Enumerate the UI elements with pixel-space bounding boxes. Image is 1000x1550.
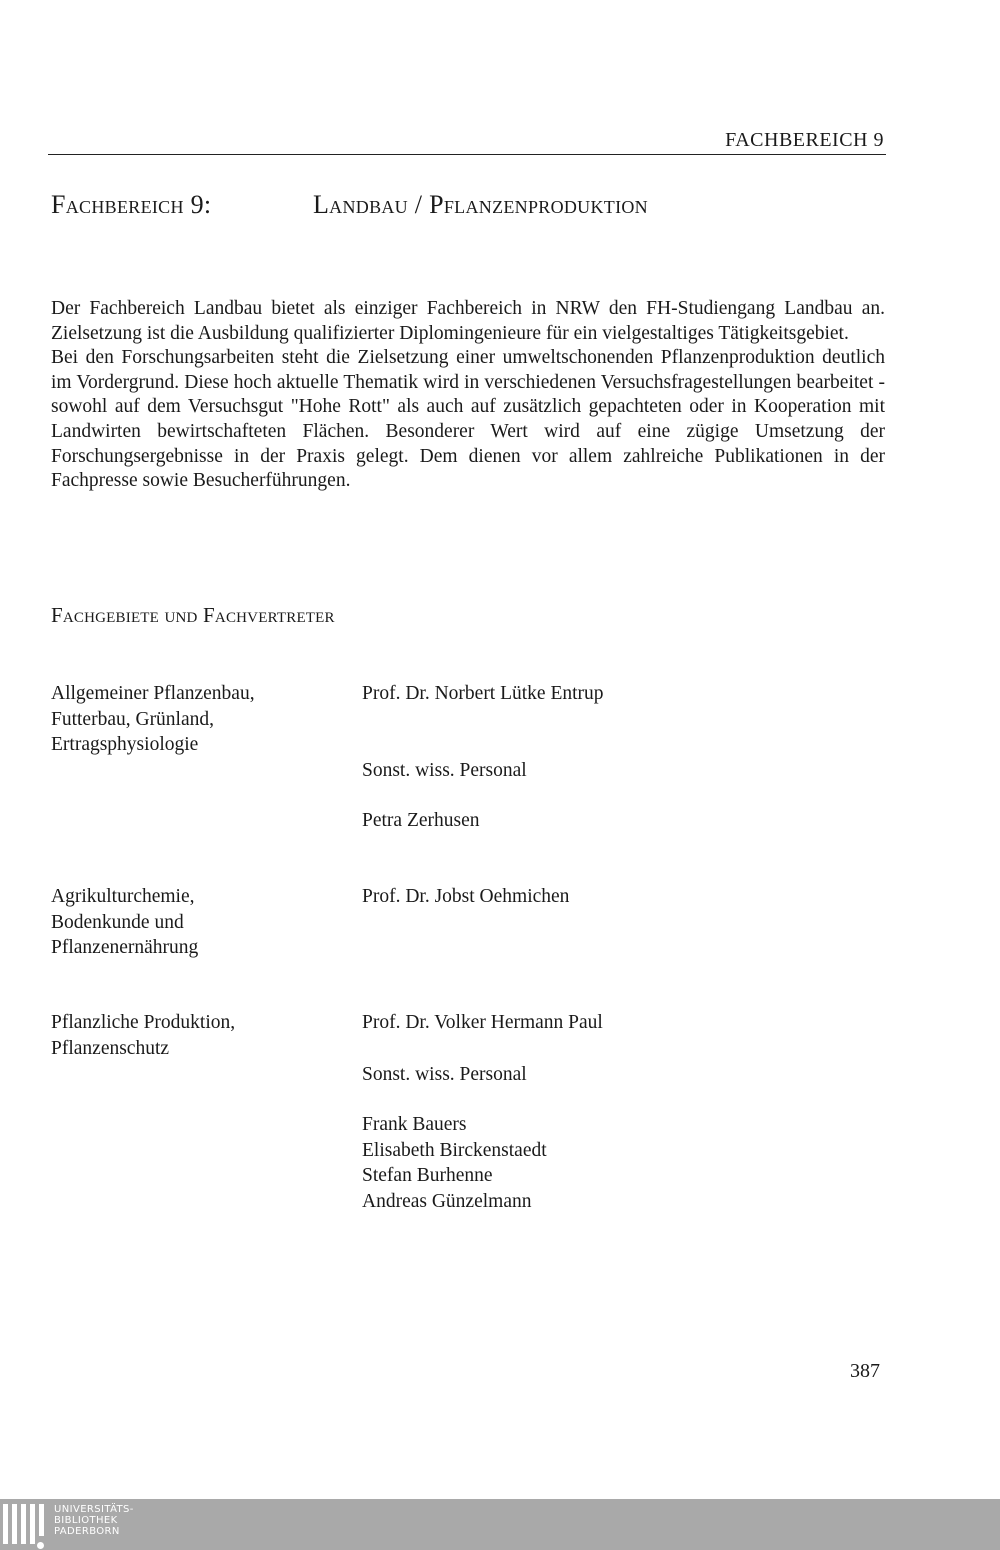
staff-name: Andreas Günzelmann [362, 1190, 532, 1212]
staff-column [362, 681, 882, 834]
staff-name: Elisabeth Birckenstaedt [362, 1139, 547, 1161]
field-of-study [51, 884, 351, 961]
professor-name: Prof. Dr. Norbert Lütke Entrup [362, 683, 604, 704]
field-line: Bodenkunde und [51, 911, 184, 933]
intro-paragraph-1: Der Fachbereich Landbau bietet als einziger Fachbereich in NRW den FH-Studiengang Landbau an. Zielsetzung ist die Ausbildung qualifizierter Diplomingenieure für ein vielgestaltiges Tätigkeitsgebiet. [51, 298, 885, 344]
intro-text [51, 297, 885, 494]
running-head [48, 126, 886, 155]
staff-label: Sonst. wiss. Personal [362, 759, 527, 781]
staff-column [362, 1010, 882, 1214]
library-line: UNIVERSITÄTS- [54, 1504, 134, 1515]
field-line: Ertragsphysiologie [51, 734, 199, 755]
staff-name: Stefan Burhenne [362, 1165, 493, 1186]
intro-paragraph-2: Bei den Forschungsarbeiten steht die Zielsetzung einer umweltschonenden Pflanzenproduktion deutlich im Vordergrund. Diese hoch aktuelle Thematik wird in verschiedenen Versuchsfragestellungen bearbeitet - sowohl auf dem Versuchsgut "Hohe Rott" als auch auf zusätzlich gepachteten oder in Kooperation mit Landwirten bewirtschafteten Flächen. Besonderer Wert wird auf eine zügige Umsetzung der Forschungsergebnisse in der Praxis gelegt. Dem dienen vor allem zahlreiche Publikationen in der Fachpresse sowie Besucherführungen. [51, 347, 885, 492]
library-line: PADERBORN [54, 1526, 120, 1537]
professor-name: Prof. Dr. Jobst Oehmichen [362, 886, 570, 907]
field-of-study [51, 1010, 351, 1061]
library-name [54, 1504, 134, 1537]
field-line: Allgemeiner Pflanzenbau, [51, 683, 255, 704]
professor-name: Prof. Dr. Volker Hermann Paul [362, 1012, 603, 1033]
library-line: BIBLIOTHEK [54, 1515, 118, 1526]
field-line: Agrikulturchemie, [51, 886, 195, 907]
running-head-text: FACHBEREICH 9 [725, 129, 884, 151]
field-line: Pflanzliche Produktion, [51, 1012, 236, 1033]
field-line: Pflanzenernährung [51, 937, 199, 958]
field-of-study [51, 681, 351, 758]
chapter-title [51, 190, 648, 220]
staff-name: Frank Bauers [362, 1114, 467, 1135]
staff-list [362, 1112, 882, 1214]
staff-column [362, 884, 882, 910]
chapter-label: Fachbereich 9: [51, 190, 212, 219]
chapter-subject: Landbau / Pflanzenproduktion [313, 190, 648, 219]
staff-name: Petra Zerhusen [362, 810, 480, 831]
section-heading: Fachgebiete und Fachvertreter [51, 603, 335, 627]
field-line: Pflanzenschutz [51, 1037, 170, 1059]
logo-dot-icon [37, 1542, 44, 1549]
staff-label: Sonst. wiss. Personal [362, 1063, 527, 1085]
field-line: Futterbau, Grünland, [51, 708, 215, 730]
library-footer [0, 1499, 1000, 1550]
page-number: 387 [850, 1360, 880, 1382]
